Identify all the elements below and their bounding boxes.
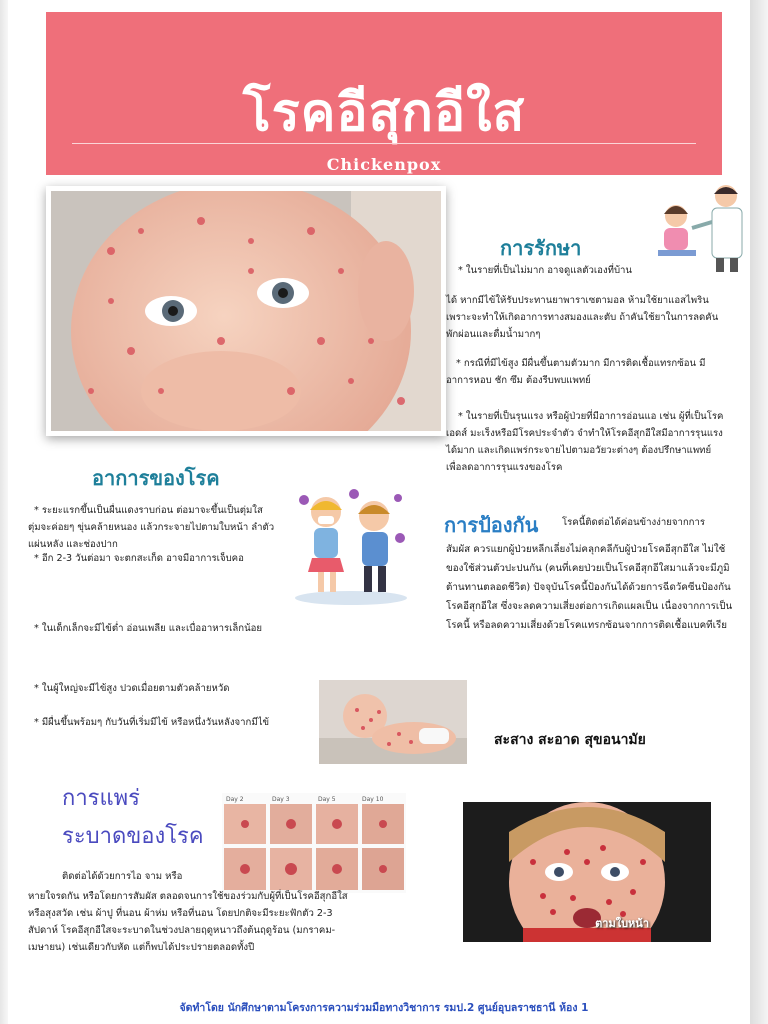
- day-label: Day 2: [226, 796, 244, 803]
- day-label: Day 3: [272, 796, 290, 803]
- symptom-item: * ในผู้ใหญ่จะมีไข้สูง ปวดเมื่อยตามตัวคล้ายหวัด: [34, 683, 230, 694]
- spread-heading-line1: การแพร่: [62, 786, 140, 811]
- treatment-text-3: * กรณีที่มีไข้สูง มีผื่นขึ้นตามตัวมาก มีการติดเชื้อแทรกซ้อน มีอาการหอบ ชัก ซึม ต้องรีบพบแพทย์: [446, 358, 706, 386]
- prevention-heading: การป้องกัน: [444, 513, 539, 537]
- spots-progression-photo: [222, 793, 406, 893]
- toddler-photo: [463, 802, 711, 942]
- symptom-item: * ระยะแรกขึ้นเป็นผื่นแดงราบก่อน ต่อมาจะขึ้นเป็นตุ่มใส ตุ่มจะค่อยๆ ขุ่นคล้ายหนอง แล้วกระจายไปตามใบหน้า ลำตัว แผ่นหลัง และช่องปาก: [28, 505, 275, 550]
- baby-face-image: [51, 191, 441, 431]
- page-subtitle: Chickenpox: [326, 155, 442, 174]
- symptom-item: * อีก 2-3 วันต่อมา จะตกสะเก็ด อาจมีอาการเจ็บคอ: [34, 553, 244, 564]
- doctor-child-illustration: [654, 178, 750, 274]
- treatment-text-2: ได้ หากมีไข้ให้รับประทานยาพาราเซตามอล ห้ามใช้ยาแอสไพริน เพราะจะทำให้เกิดอาการทางสมองและตับ ถ้าคันใช้ยาในการลดคัน พักผ่อนและดื่มน้ำมากๆ: [446, 295, 719, 340]
- symptom-item: * มีผื่นขึ้นพร้อมๆ กับวันที่เริ่มมีไข้ หรือหนึ่งวันหลังจากมีไข้: [34, 717, 270, 728]
- prevention-text: สัมผัส ควรแยกผู้ป่วยหลีกเลี่ยงไม่คลุกคลีกับผู้ป่วยโรคอีสุกอีใส ไม่ใช้ของใช้ส่วนตัวปะปนกัน (คนที่เคยป่วยเป็นโรคอีสุกอีใสมาแล้วจะมีภูมิต้านทานตลอดชีวิต) ปัจจุบันโรคนี้ป้องกันได้ด้วยการฉีดวัคซีนป้องกันโรคอีสุกอีใส ซึ่งจะลดความเสี่ยงต่อการเกิดแผลเป็น เนื่องจากการเป็นโรคนี้ หรือลดความเสี่ยงด้วยโรคแทรกซ้อนจากการติดเชื้อแบคทีเรีย: [446, 544, 733, 631]
- symptoms-heading: อาการของโรค: [92, 466, 220, 490]
- treatment-text-4: * ในรายที่เป็นรุนแรง หรือผู้ป่วยที่มีอาการอ่อนแอ เช่น ผู้ที่เป็นโรคเอดส์ มะเร็งหรือมีโรคประจำตัว จำทำให้โรคอีสุกอีใสมีอาการรุนแรงได้มาก และเกิดแพร่กระจายไปตามอวัยวะต่างๆ ต้องปรึกษาแพทย์ เพื่อลดอาการรุนแรงของโรค: [446, 411, 724, 473]
- footer-credit: จัดทำโดย นักศึกษาตามโครงการความร่วมมือทางวิชาการ รมป.2 ศูนย์อุบลราชธานี ห้อง 1: [179, 1002, 589, 1014]
- crawling-baby-photo: [319, 680, 467, 764]
- spread-text-2: หายใจรดกัน หรือโดยการสัมผัส ตลอดจนการใช้ของร่วมกับผู้ที่เป็นโรคอีสุกอีใส หรือสุงสวัด เช่น ผ้าปู ที่นอน ผ้าห่ม หรือที่นอน โดยปกติจะมีระยะฟักตัว 2-3 สัปดาห์ โรคอีสุกอีใสจะระบาดในช่วงปลายฤดูหนาวถึงต้นฤดูร้อน (มกราคม-เมษายน) เช่นเดียวกับหัด แต่ก็พบได้ประปรายตลอดทั้งปี: [28, 891, 348, 953]
- spread-text-1: ติดต่อได้ด้วยการไอ จาม หรือ: [62, 871, 183, 882]
- page-edge-left: [0, 0, 8, 1024]
- spread-heading-line2: ระบาดของโรค: [62, 824, 204, 849]
- sick-kids-illustration: [290, 486, 412, 606]
- hygiene-slogan: สะสาง สะอาด สุขอนามัย: [494, 732, 646, 748]
- prevention-intro: โรคนี้ติดต่อได้ค่อนข้างง่ายจากการ: [562, 517, 706, 528]
- title-banner: [46, 12, 722, 175]
- treatment-heading: การรักษา: [500, 236, 582, 260]
- day-label: Day 10: [362, 796, 384, 803]
- page-edge-right: [750, 0, 768, 1024]
- treatment-text-1: * ในรายที่เป็นไม่มาก อาจดูแลตัวเองที่บ้าน: [458, 265, 632, 276]
- baby-photo: [46, 186, 446, 436]
- banner-divider: [72, 143, 696, 144]
- page-title: โรคอีสุกอีใส: [242, 83, 526, 143]
- day-label: Day 5: [318, 796, 336, 803]
- toddler-photo-caption: ตามใบหน้า: [595, 917, 649, 930]
- symptom-item: * ในเด็กเล็กจะมีไข้ต่ำ อ่อนเพลีย และเบื่ออาหารเล็กน้อย: [34, 623, 263, 634]
